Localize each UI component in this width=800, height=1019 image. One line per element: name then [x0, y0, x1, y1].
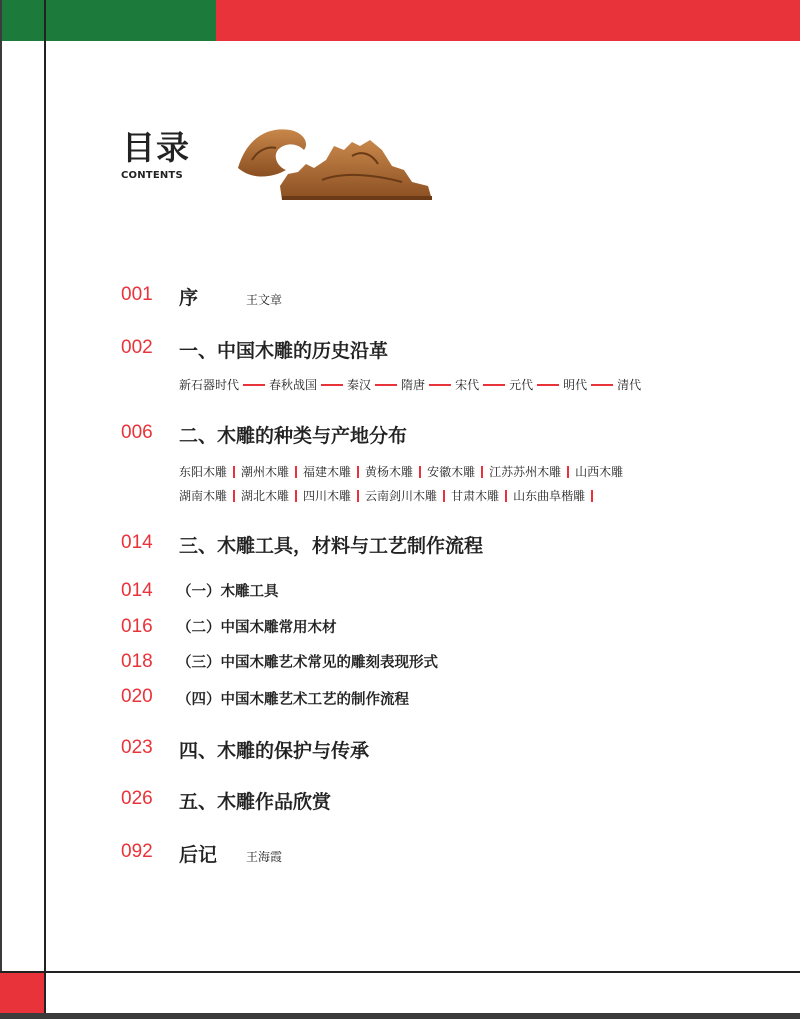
period-item: 秦汉: [347, 378, 372, 392]
period-item: 元代: [509, 378, 534, 392]
bottom-corner-red-block: [0, 973, 44, 1013]
period-dash: [591, 384, 613, 386]
region-item: 湖南木雕: [179, 489, 228, 503]
region-separator: [481, 466, 483, 478]
toc-title-afterword[interactable]: 后记: [179, 844, 218, 866]
region-item: 黄杨木雕: [365, 465, 414, 479]
region-separator: [295, 466, 297, 478]
toc-title-sub3[interactable]: （三）中国木雕艺术常见的雕刻表现形式: [177, 654, 438, 671]
region-item: 云南剑川木雕: [365, 489, 438, 503]
region-separator: [443, 490, 445, 502]
left-frame-edge: [0, 0, 2, 1019]
period-dash: [537, 384, 559, 386]
toc-title-sub2[interactable]: （二）中国木雕常用木材: [177, 619, 337, 636]
period-dash: [243, 384, 265, 386]
toc-page-sub4[interactable]: 020: [121, 686, 153, 707]
region-separator: [357, 466, 359, 478]
page-subtitle: CONTENTS: [121, 170, 183, 181]
toc-page-ch5[interactable]: 026: [121, 788, 153, 809]
toc-title-ch3[interactable]: 三、木雕工具，材料与工艺制作流程: [179, 535, 484, 557]
period-item: 宋代: [455, 378, 480, 392]
page-title: 目录: [122, 128, 190, 167]
toc-page-ch4[interactable]: 023: [121, 737, 153, 758]
toc-author-afterword: 王海霞: [246, 850, 283, 864]
region-separator: [505, 490, 507, 502]
toc-page-afterword[interactable]: 092: [121, 841, 153, 862]
toc-page-sub2[interactable]: 016: [121, 616, 153, 637]
period-item: 新石器时代: [179, 378, 240, 392]
region-separator: [419, 466, 421, 478]
toc-page-ch3[interactable]: 014: [121, 532, 153, 553]
region-item: 四川木雕: [303, 489, 352, 503]
top-red-bar: [216, 0, 800, 41]
toc-title-sub1[interactable]: （一）木雕工具: [177, 583, 279, 600]
region-separator: [233, 490, 235, 502]
toc-title-ch4[interactable]: 四、木雕的保护与传承: [179, 740, 370, 762]
toc-author-preface: 王文章: [246, 293, 283, 307]
toc-title-ch1[interactable]: 一、中国木雕的历史沿革: [179, 340, 389, 362]
region-item: 山东曲阜楷雕: [513, 489, 586, 503]
left-vertical-rule: [44, 0, 46, 1019]
region-item: 安徽木雕: [427, 465, 476, 479]
period-item: 清代: [617, 378, 642, 392]
regions-row-2: [179, 487, 599, 504]
period-dash: [375, 384, 397, 386]
period-item: 隋唐: [401, 378, 426, 392]
region-item: 甘肃木雕: [451, 489, 500, 503]
toc-page-ch1[interactable]: 002: [121, 337, 153, 358]
region-separator: [567, 466, 569, 478]
region-item: 湖北木雕: [241, 489, 290, 503]
region-separator: [233, 466, 235, 478]
region-separator: [357, 490, 359, 502]
history-periods-row: [179, 376, 641, 393]
regions-row-1: [179, 463, 623, 480]
top-green-bar: [0, 0, 216, 41]
bottom-horizontal-rule: [0, 971, 800, 973]
toc-title-ch2[interactable]: 二、木雕的种类与产地分布: [179, 425, 408, 447]
region-separator: [591, 490, 593, 502]
region-item: 东阳木雕: [179, 465, 228, 479]
wood-carving-icon: [232, 120, 432, 202]
region-separator: [295, 490, 297, 502]
toc-page-ch2[interactable]: 006: [121, 422, 153, 443]
region-item: 山西木雕: [575, 465, 624, 479]
period-dash: [321, 384, 343, 386]
region-item: 福建木雕: [303, 465, 352, 479]
toc-page-sub3[interactable]: 018: [121, 651, 153, 672]
period-item: 明代: [563, 378, 588, 392]
region-item: 江苏苏州木雕: [489, 465, 562, 479]
region-item: 潮州木雕: [241, 465, 290, 479]
period-dash: [429, 384, 451, 386]
toc-title-ch5[interactable]: 五、木雕作品欣赏: [179, 791, 332, 813]
toc-title-preface[interactable]: 序: [179, 287, 199, 309]
toc-title-sub4[interactable]: （四）中国木雕艺术工艺的制作流程: [177, 691, 409, 708]
toc-page-sub1[interactable]: 014: [121, 580, 153, 601]
bottom-frame-edge: [0, 1013, 800, 1019]
toc-page-preface[interactable]: 001: [121, 284, 153, 305]
period-dash: [483, 384, 505, 386]
period-item: 春秋战国: [269, 378, 318, 392]
